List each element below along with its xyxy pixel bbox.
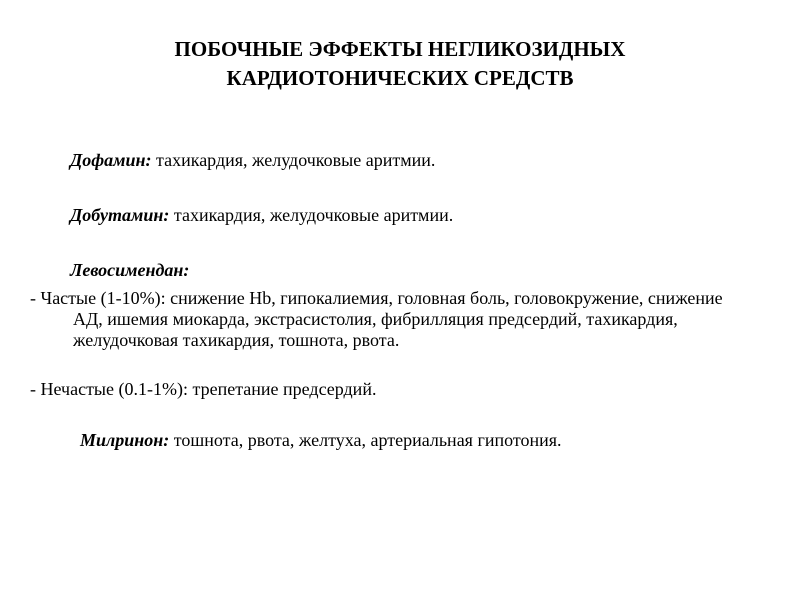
drug-effects-dopamine: тахикардия, желудочковые аритмии. xyxy=(151,150,436,170)
drug-entry-dopamine xyxy=(70,150,435,171)
drug-name-dopamine: Дофамин: xyxy=(70,150,152,170)
drug-name-milrinone: Милринон: xyxy=(80,430,170,450)
drug-name-levosimendan: Левосимендан: xyxy=(70,260,190,280)
slide-title-line-2: КАРДИОТОНИЧЕСКИХ СРЕДСТВ xyxy=(226,66,574,90)
drug-entry-levosimendan xyxy=(70,260,189,281)
levosimendan-infrequent-effects: - Нечастые (0.1-1%): трепетание предсердий. xyxy=(30,379,377,399)
slide-title xyxy=(0,35,800,93)
drug-effects-dobutamine: тахикардия, желудочковые аритмии. xyxy=(169,205,454,225)
drug-effects-milrinone: тошнота, рвота, желтуха, артериальная гипотония. xyxy=(169,430,562,450)
levosimendan-frequent-effects: - Частые (1-10%): снижение Hb, гипокалиемия, головная боль, головокружение, снижение АД, ишемия миокарда, экстрасистолия, фибрилляция предсердий, тахикардия, желудочковая тахикардия, тошнота, рвота. xyxy=(30,288,723,350)
drug-name-dobutamine: Добутамин: xyxy=(70,205,170,225)
drug-entry-dobutamine xyxy=(70,205,453,226)
drug-entry-milrinone xyxy=(80,430,562,451)
slide-title-line-1: ПОБОЧНЫЕ ЭФФЕКТЫ НЕГЛИКОЗИДНЫХ xyxy=(174,37,626,61)
